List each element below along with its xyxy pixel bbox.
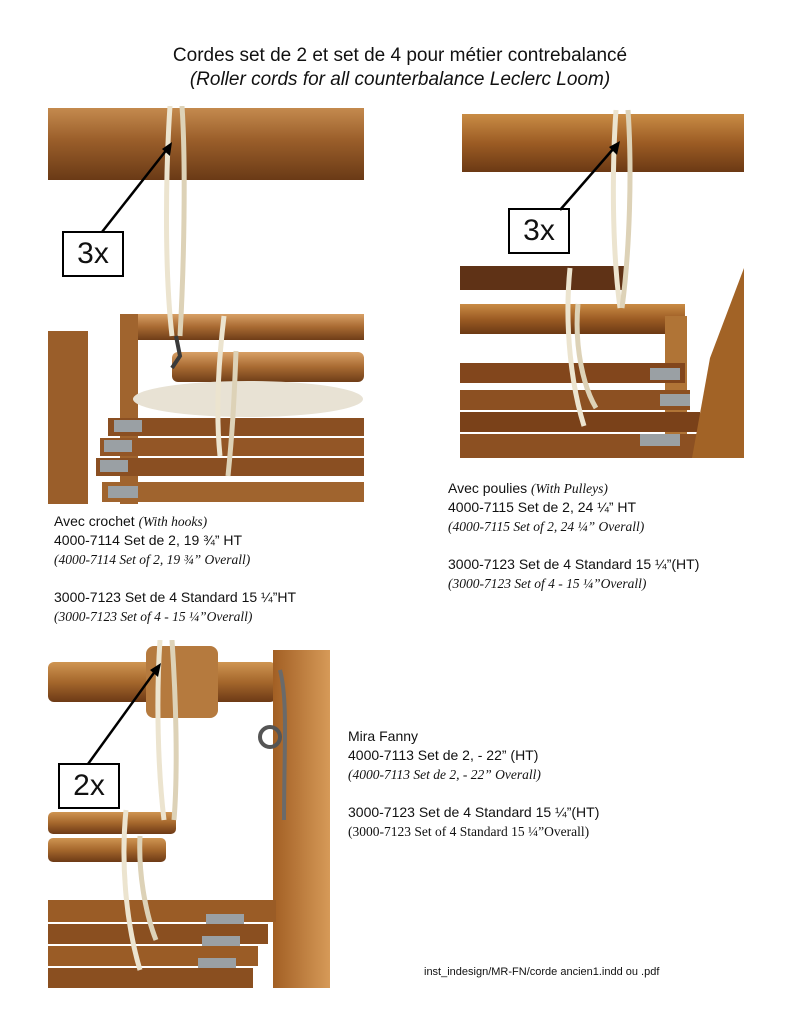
part-set-of-2: 4000-7114 Set de 2, 19 ¾” HT [54,532,243,548]
part-set-of-4-overall: (3000-7123 Set of 4 - 15 ¼”Overall) [54,609,253,624]
part-set-of-2: 4000-7115 Set de 2, 24 ¼” HT [448,499,637,515]
photo-hooks-loom [48,106,364,504]
caption-heading-en: (With Pulleys) [531,481,608,496]
page-subtitle: (Roller cords for all counterbalance Leclerc Loom) [189,69,611,90]
caption-with-pulleys [448,479,699,593]
callout-arrow-bottom [84,660,166,768]
part-set-of-4-overall: (3000-7123 Set of 4 - 15 ¼”Overall) [448,576,647,591]
quantity-callout-3x-right: 3x [508,208,570,254]
caption-mira-fanny [348,727,599,841]
caption-heading: Avec poulies [448,480,528,496]
caption-with-hooks [54,512,296,626]
part-set-of-4-overall: (3000-7123 Set of 4 Standard 15 ¼”Overall) [348,824,590,839]
part-set-of-4: 3000-7123 Set de 4 Standard 15 ¼”(HT) [348,804,600,820]
part-set-of-2-overall: (4000-7113 Set de 2, - 22” Overall) [348,767,541,782]
part-set-of-4: 3000-7123 Set de 4 Standard 15 ¼”(HT) [448,556,700,572]
callout-arrow-left [100,140,180,235]
callout-arrow-right [556,138,626,214]
page-title: Cordes set de 2 et set de 4 pour métier contrebalancé [172,45,628,66]
caption-heading-en: (With hooks) [138,514,208,529]
part-set-of-2: 4000-7113 Set de 2, - 22” (HT) [348,747,539,763]
part-set-of-2-overall: (4000-7114 Set of 2, 19 ¾” Overall) [54,552,251,567]
part-set-of-2-overall: (4000-7115 Set of 2, 24 ¼” Overall) [448,519,645,534]
file-path-footer: inst_indesign/MR-FN/corde ancien1.indd ou .pdf [424,966,660,978]
caption-heading: Avec crochet [54,513,135,529]
quantity-callout-3x-left: 3x [62,231,124,277]
caption-heading: Mira Fanny [348,728,419,744]
quantity-callout-2x: 2x [58,763,120,809]
part-set-of-4: 3000-7123 Set de 4 Standard 15 ¼”HT [54,589,297,605]
